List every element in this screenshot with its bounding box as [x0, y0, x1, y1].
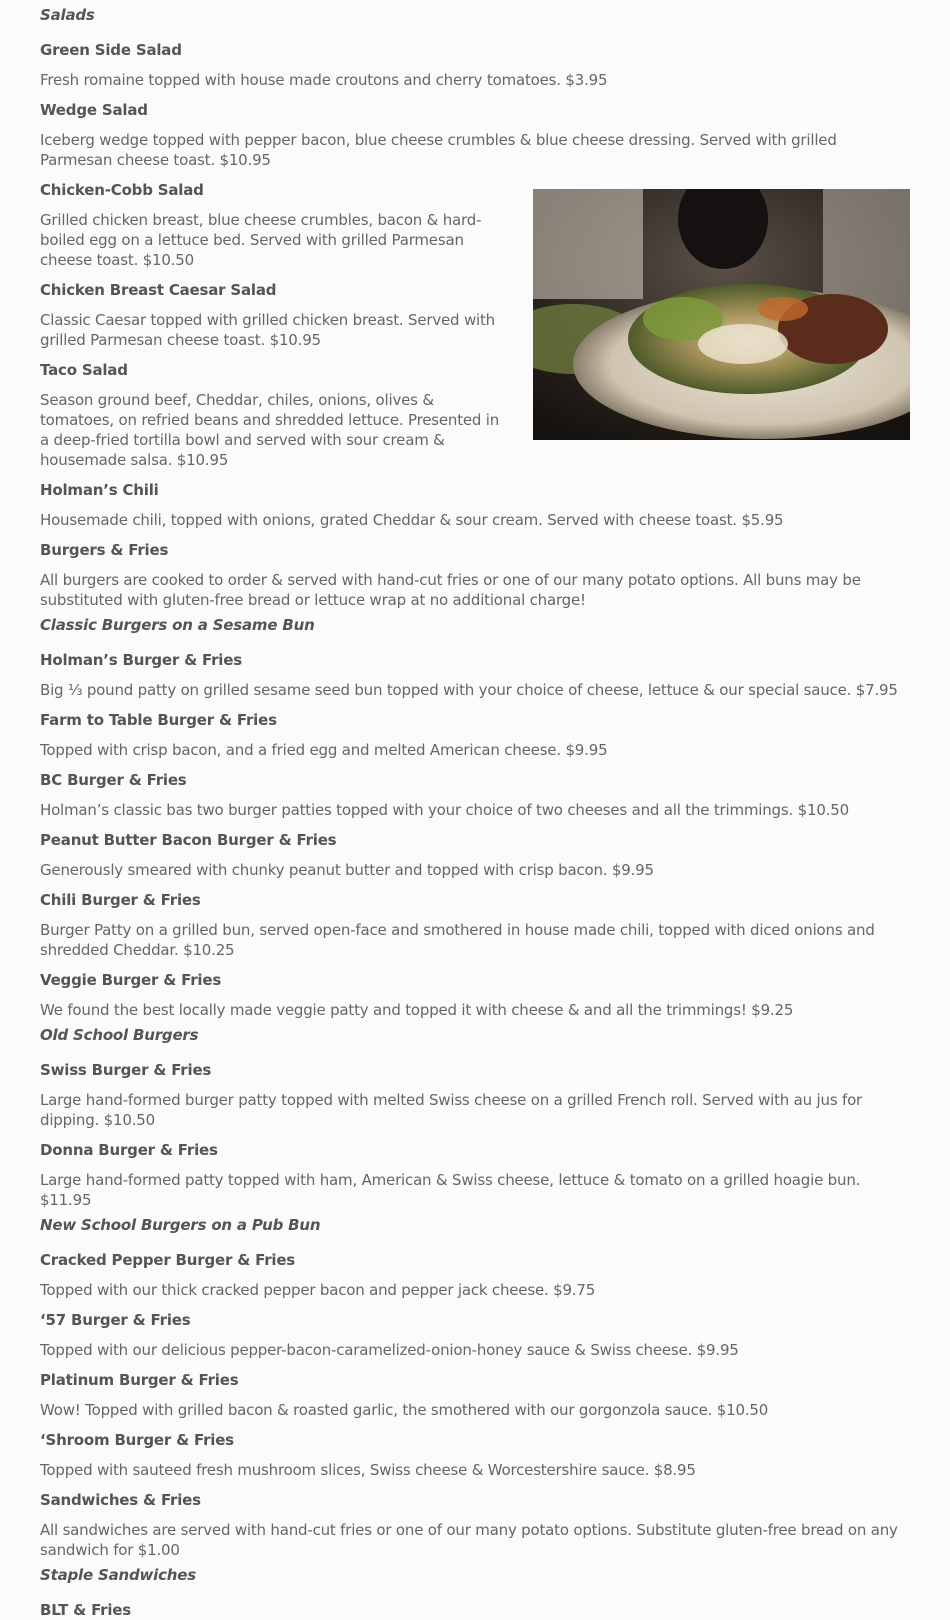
menu-item-description: Season ground beef, Cheddar, chiles, onions, olives & tomatoes, on refried beans and shredded lettuce. Presented in a deep-fried tortilla bowl and served with sour cream & housemade salsa. $10.95	[40, 391, 500, 469]
section-heading: Staple Sandwiches	[40, 1566, 196, 1584]
menu-item-name: Green Side Salad	[40, 41, 182, 59]
menu-item-name: Taco Salad	[40, 361, 128, 379]
menu-item-name: Donna Burger & Fries	[40, 1141, 218, 1159]
menu-item-description: Grilled chicken breast, blue cheese crumbles, bacon & hard-boiled egg on a lettuce bed. Served with grilled Parmesan cheese toast. $10.50	[40, 211, 482, 269]
menu-item-description: Holman’s classic bas two burger patties topped with your choice of two cheeses and all the trimmings. $10.50	[40, 801, 849, 819]
menu-item-description: All sandwiches are served with hand-cut fries or one of our many potato options. Substitute gluten-free bread on any sandwich for $1.00	[40, 1521, 898, 1559]
menu-item-name: Wedge Salad	[40, 101, 148, 119]
menu-item-name: Holman’s Burger & Fries	[40, 651, 242, 669]
menu-item-description: Generously smeared with chunky peanut butter and topped with crisp bacon. $9.95	[40, 861, 654, 879]
menu-item-name: Sandwiches & Fries	[40, 1491, 201, 1509]
menu-item-description: Housemade chili, topped with onions, grated Cheddar & sour cream. Served with cheese toast. $5.95	[40, 511, 784, 529]
menu-item-name: Platinum Burger & Fries	[40, 1371, 239, 1389]
section-heading: Old School Burgers	[40, 1026, 199, 1044]
menu-item-description: Topped with our thick cracked pepper bacon and pepper jack cheese. $9.75	[40, 1281, 596, 1299]
menu-item-name: ‘57 Burger & Fries	[40, 1311, 191, 1329]
menu-item-description: Large hand-formed burger patty topped with melted Swiss cheese on a grilled French roll. Served with au jus for dipping. $10.50	[40, 1091, 863, 1129]
menu-item-name: Swiss Burger & Fries	[40, 1061, 212, 1079]
section-heading: New School Burgers on a Pub Bun	[40, 1216, 321, 1234]
menu-item-description: Iceberg wedge topped with pepper bacon, blue cheese crumbles & blue cheese dressing. Served with grilled Parmesan cheese toast. $10.95	[40, 131, 837, 169]
menu-item-name: Peanut Butter Bacon Burger & Fries	[40, 831, 337, 849]
menu-item-description: Topped with sauteed fresh mushroom slices, Swiss cheese & Worcestershire sauce. $8.95	[40, 1461, 696, 1479]
section-heading: Classic Burgers on a Sesame Bun	[40, 616, 315, 634]
food-photo	[533, 189, 910, 440]
menu-item-name: BLT & Fries	[40, 1601, 131, 1619]
menu-item-description: We found the best locally made veggie patty and topped it with cheese & and all the trimmings! $9.25	[40, 1001, 794, 1019]
menu-item-description: Topped with crisp bacon, and a fried egg and melted American cheese. $9.95	[40, 741, 608, 759]
menu-item-name: Chili Burger & Fries	[40, 891, 201, 909]
salad-plate-image	[533, 189, 910, 440]
menu-item-description: Burger Patty on a grilled bun, served open-face and smothered in house made chili, topped with diced onions and shredded Cheddar. $10.25	[40, 921, 875, 959]
menu-item-name: Chicken-Cobb Salad	[40, 181, 204, 199]
menu-item-name: Holman’s Chili	[40, 481, 159, 499]
menu-item-name: Farm to Table Burger & Fries	[40, 711, 277, 729]
menu-item-name: Cracked Pepper Burger & Fries	[40, 1251, 296, 1269]
menu-item-description: Topped with our delicious pepper-bacon-caramelized-onion-honey sauce & Swiss cheese. $9.95	[40, 1341, 739, 1359]
menu-item-description: All burgers are cooked to order & served with hand-cut fries or one of our many potato options. All buns may be substituted with gluten-free bread or lettuce wrap at no additional charge!	[40, 571, 861, 609]
menu-item-name: BC Burger & Fries	[40, 771, 187, 789]
menu-item-name: Chicken Breast Caesar Salad	[40, 281, 277, 299]
menu-item-name: Veggie Burger & Fries	[40, 971, 222, 989]
menu-item-name: Burgers & Fries	[40, 541, 169, 559]
menu-item-description: Classic Caesar topped with grilled chicken breast. Served with grilled Parmesan cheese toast. $10.95	[40, 311, 495, 349]
section-heading: Salads	[40, 6, 95, 24]
menu-item-description: Fresh romaine topped with house made croutons and cherry tomatoes. $3.95	[40, 71, 608, 89]
menu-item-name: ‘Shroom Burger & Fries	[40, 1431, 234, 1449]
menu-item-description: Big ⅓ pound patty on grilled sesame seed bun topped with your choice of cheese, lettuce & our special sauce. $7.95	[40, 681, 898, 699]
menu-item-description: Wow! Topped with grilled bacon & roasted garlic, the smothered with our gorgonzola sauce. $10.50	[40, 1401, 769, 1419]
menu-item-description: Large hand-formed patty topped with ham, American & Swiss cheese, lettuce & tomato on a grilled hoagie bun. $11.95	[40, 1171, 861, 1209]
